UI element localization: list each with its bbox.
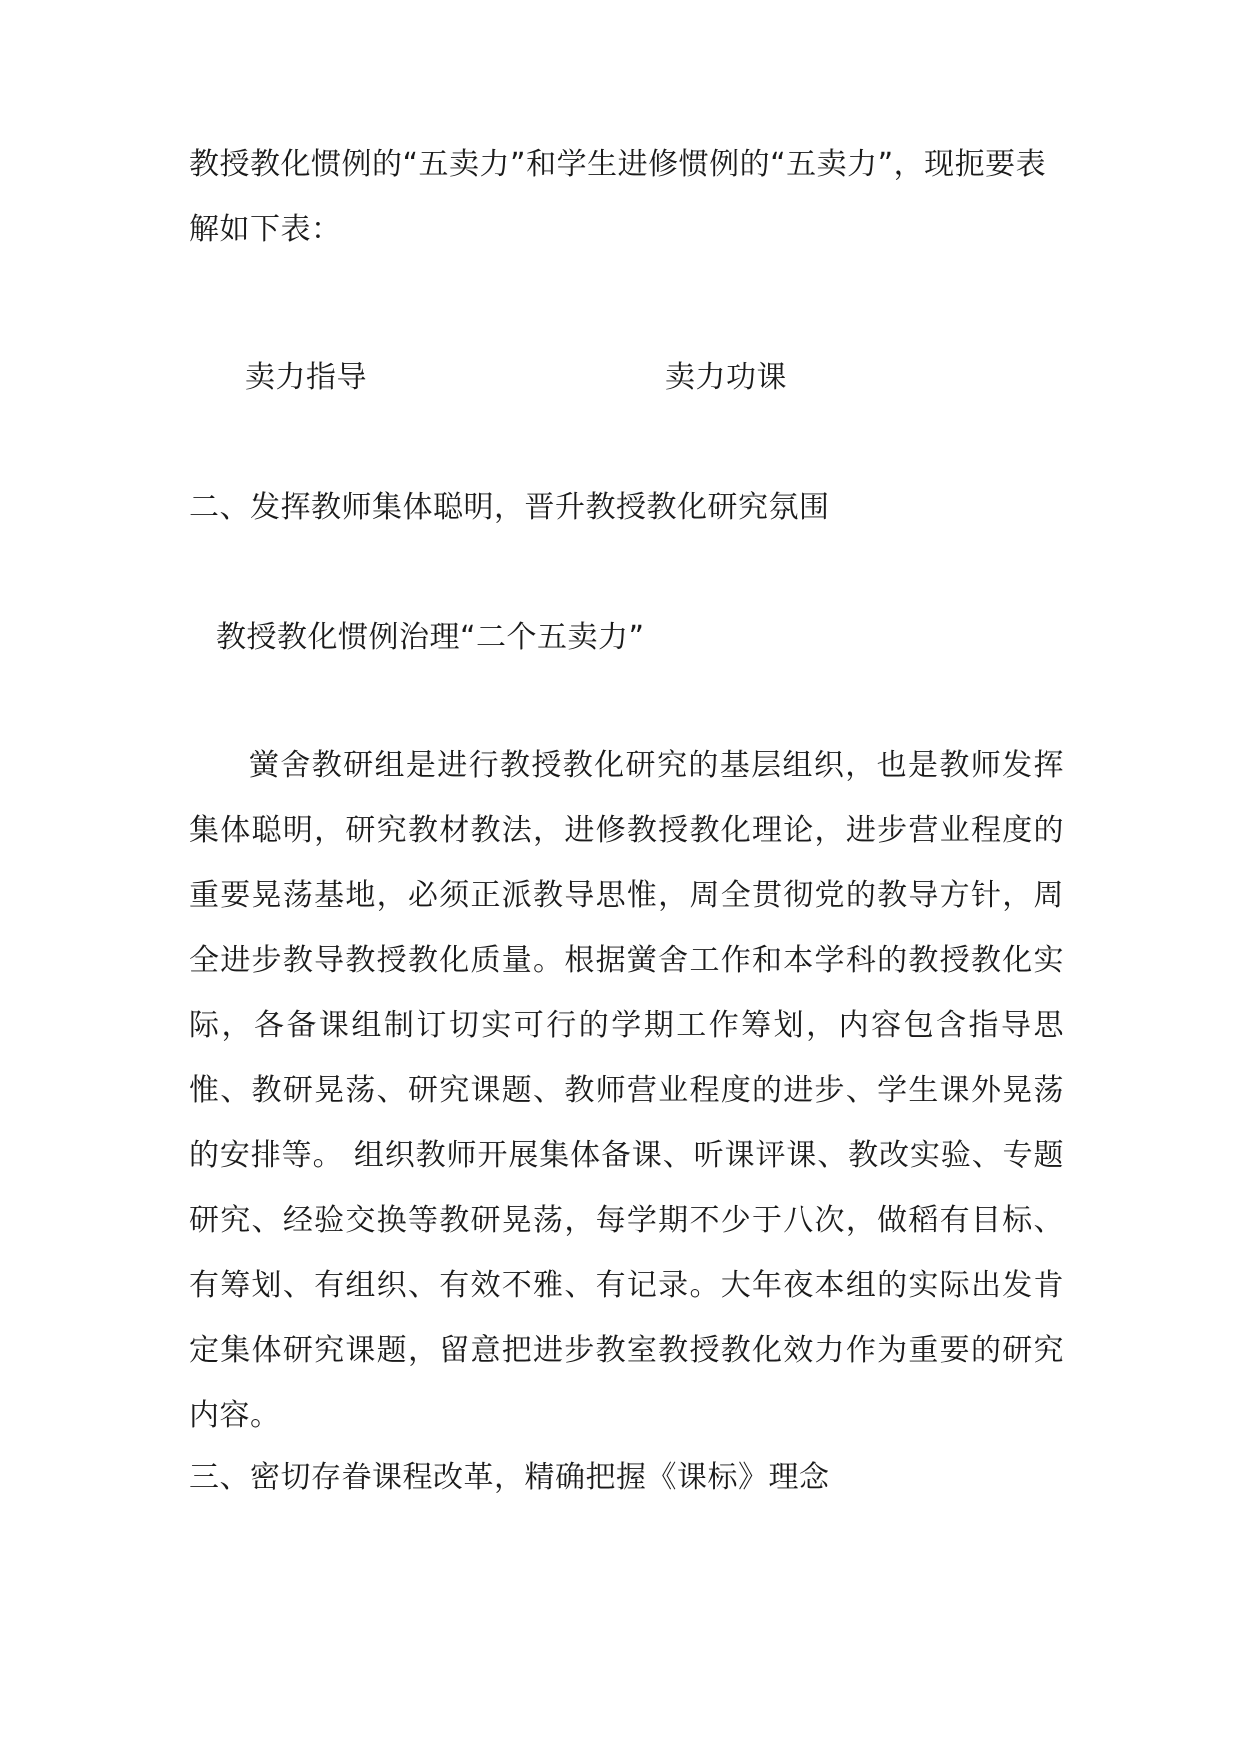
table-column-label-guidance: 卖力指导 [245, 360, 367, 395]
table-column-label-homework: 卖力功课 [665, 360, 787, 395]
body-paragraph: 黉舍教研组是进行教授教化研究的基层组织，也是教师发挥集体聪明，研究教材教法，进修教授教化理论，进步营业程度的重要晃荡基地，必须正派教导思惟，周全贯彻党的教导方针，周全进步教导教授教化质量。根据黉舍工作和本学科的教授教化实际，各备课组制订切实可行的学期工作筹划，内容包含指导思惟、教研晃荡、研究课题、教师营业程度的进步、学生课外晃荡的安排等。 组织教师开展集体备课、听课评课、教改实验、专题研究、经验交换等教研晃荡，每学期不少于八次，做稻有目标、有筹划、有组织、有效不雅、有记录。大年夜本组的实际出发肯定集体研究课题，留意把进步教室教授教化效力作为重要的研究内容。 [189, 748, 1064, 1433]
intro-line-1: 教授教化惯例的“五卖力”和学生进修惯例的“五卖力”，现扼要表 [189, 147, 1047, 182]
intro-text [189, 132, 1069, 262]
subheading: 教授教化惯例治理“二个五卖力” [216, 620, 645, 655]
section-2-heading: 二、发挥教师集体聪明，晋升教授教化研究氛围 [189, 490, 830, 525]
section-3-heading: 三、密切存眷课程改革，精确把握《课标》理念 [189, 1460, 830, 1495]
intro-line-2: 解如下表： [189, 212, 342, 247]
